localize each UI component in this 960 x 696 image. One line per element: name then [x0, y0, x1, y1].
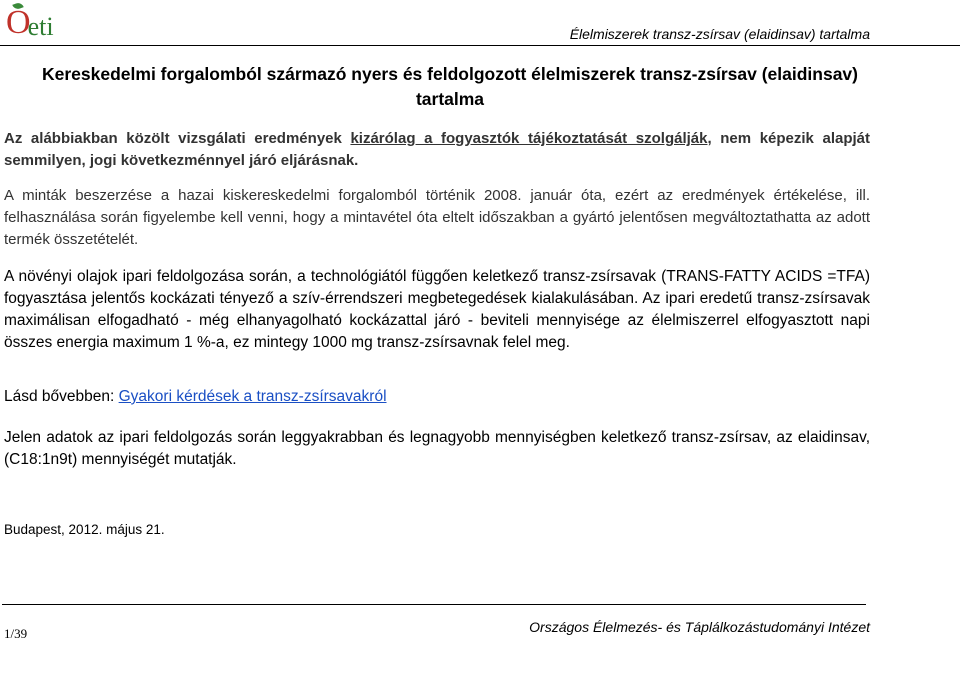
logo-first-letter: O	[6, 4, 31, 41]
see-more-paragraph	[4, 386, 870, 408]
disclaimer-text-1: Az alábbiakban közölt vizsgálati eredmények	[4, 130, 351, 147]
faq-link[interactable]: Gyakori kérdések a transz-zsírsavakról	[118, 388, 387, 405]
oeti-logo	[2, 2, 64, 44]
date-line: Budapest, 2012. május 21.	[4, 522, 165, 537]
page-number: 1/39	[4, 626, 28, 641]
disclaimer-underlined: kizárólag a fogyasztók tájékoztatását szolgálják	[350, 130, 708, 147]
page-title: Kereskedelmi forgalomból származó nyers és feldolgozott élelmiszerek transz-zsírsav (elaidinsav) tartalma	[42, 64, 858, 109]
footer-divider	[2, 604, 866, 605]
disclaimer-paragraph	[4, 128, 870, 172]
see-more-label: Lásd bővebben:	[4, 388, 119, 405]
tfa-paragraph: A növényi olajok ipari feldolgozása során, a technológiától függően keletkező transz-zsírsavak (TRANS-FATTY ACIDS =TFA) fogyasztása jelentős kockázati tényező a szív-érrendszeri megbetegedések kialakulásában. Az ipari eredetű transz-zsírsavak maximálisan elfogadható - még elhanyagolható kockázattal járó - beviteli mennyisége az élelmiszerrel elfogyasztott napi összes energia maximum 1 %-a, ez mintegy 1000 mg transz-zsírsavnak felel meg.	[4, 268, 870, 351]
disclaimer-text-2: , nem képezik alapját semmilyen, jogi következménnyel járó eljárásnak.	[4, 130, 871, 169]
header-title: Élelmiszerek transz-zsírsav (elaidinsav) tartalma	[569, 26, 870, 42]
header-divider	[0, 45, 960, 46]
logo-rest: eti	[27, 12, 54, 41]
logo-wordmark	[6, 2, 57, 46]
data-intro-paragraph: Jelen adatok az ipari feldolgozás során leggyakrabban és legnagyobb mennyiségben keletkező transz-zsírsav, az elaidinsav, (C18:1n9t) mennyiségét mutatják.	[4, 429, 870, 468]
footer-institute: Országos Élelmezés- és Táplálkozástudományi Intézet	[529, 619, 870, 635]
sampling-paragraph: A minták beszerzése a hazai kiskereskedelmi forgalomból történik 2008. január óta, ezért az eredmények értékelése, ill. felhasználása során figyelembe kell venni, hogy a mintavétel óta eltelt időszakban a gyártó jelentősen megváltoztathatta az adott termék összetételét.	[4, 187, 870, 248]
